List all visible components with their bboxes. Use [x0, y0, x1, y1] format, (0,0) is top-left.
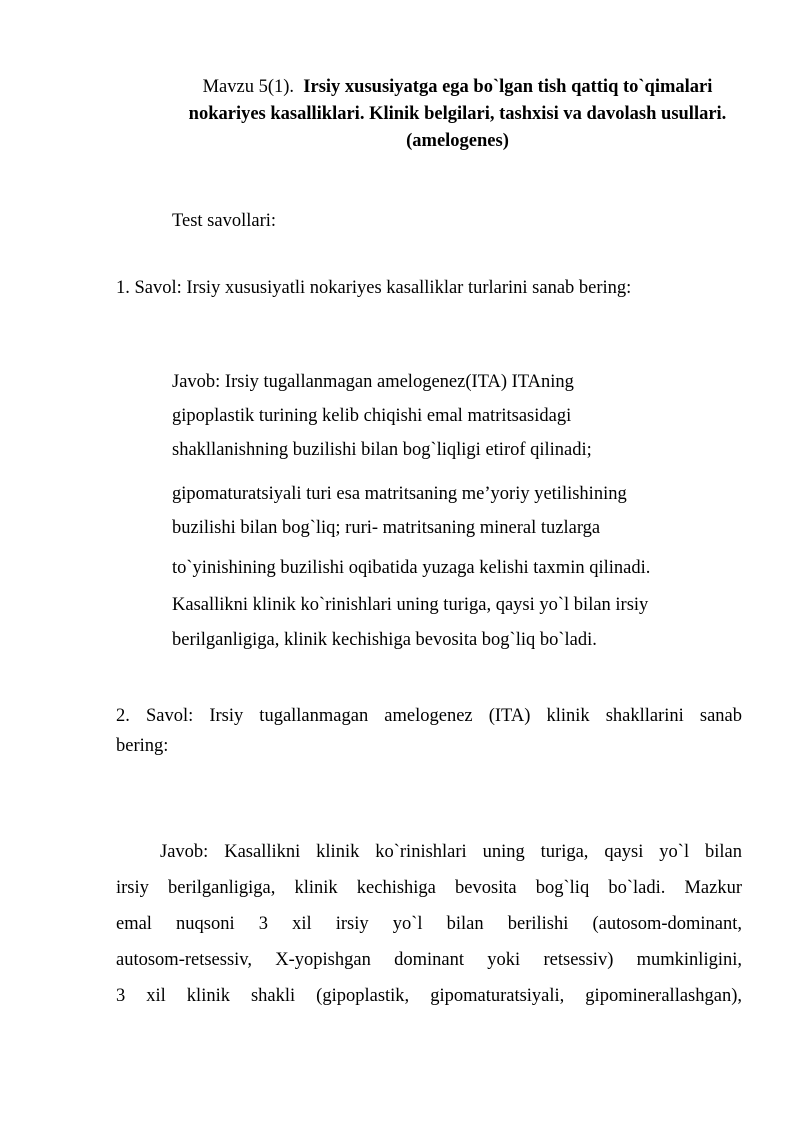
- answer-1-line: to`yinishining buzilishi oqibatida yuzaga kelishi taxmin qilinadi.: [172, 558, 651, 578]
- answer-1-line: gipoplastik turining kelib chiqishi emal matritsasidagi: [172, 406, 572, 426]
- question-1: 1. Savol: Irsiy xususiyatli nokariyes kasalliklar turlarini sanab bering:: [116, 278, 632, 298]
- answer-1-line: Javob: Irsiy tugallanmagan amelogenez(ITA) ITAning: [172, 372, 574, 392]
- section-heading: Test savollari:: [172, 211, 277, 231]
- answer-2-line: Javob: Kasallikni klinik ko`rinishlari uning turiga, qaysi yo`l bilan: [160, 842, 742, 862]
- answer-1-line: gipomaturatsiyali turi esa matritsaning me’yoriy yetilishining: [172, 484, 627, 504]
- answer-2-line: emal nuqsoni 3 xil irsiy yo`l bilan berilishi (autosom-dominant,: [116, 914, 742, 934]
- answer-1-line: buzilishi bilan bog`liq; ruri- matritsaning mineral tuzlarga: [172, 518, 601, 538]
- question-2-line: bering:: [116, 736, 169, 756]
- answer-1-line: berilganligiga, klinik kechishiga bevosita bog`liq bo`ladi.: [172, 630, 597, 650]
- document-title: [170, 74, 745, 155]
- answer-1-line: Kasallikni klinik ko`rinishlari uning turiga, qaysi yo`l bilan irsiy: [172, 595, 649, 615]
- answer-2-line: irsiy berilganligiga, klinik kechishiga bevosita bog`liq bo`ladi. Mazkur: [116, 878, 742, 898]
- title-prefix: Mavzu 5(1).: [202, 77, 295, 97]
- title-bold-text: Irsiy xususiyatga ega bo`lgan tish qattiq to`qimalari nokariyes kasalliklari. Klinik belgilari, tashxisi va davolash usullari.(amelogenes): [188, 77, 727, 151]
- answer-2-line: 3 xil klinik shakli (gipoplastik, gipomaturatsiyali, gipominerallashgan),: [116, 986, 742, 1006]
- answer-1-line: shakllanishning buzilishi bilan bog`liqligi etirof qilinadi;: [172, 440, 592, 460]
- question-2-line: 2. Savol: Irsiy tugallanmagan amelogenez (ITA) klinik shakllarini sanab: [116, 706, 742, 726]
- answer-2-line: autosom-retsessiv, X-yopishgan dominant yoki retsessiv) mumkinligini,: [116, 950, 742, 970]
